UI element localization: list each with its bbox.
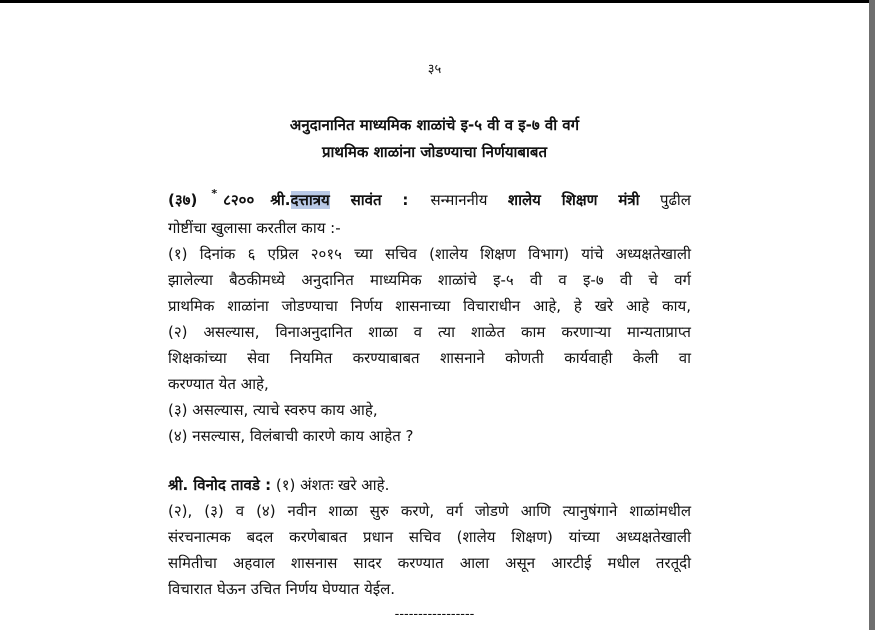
- question-part-line: झालेल्या बैठकीमध्ये अनुदानित माध्यमिक शाळांचे इ-५ वी व इ-७ वी चे वर्ग: [168, 271, 691, 289]
- answer-first-line: [168, 472, 691, 498]
- answer-line: विचारात घेऊन उचित निर्णय घेण्यात येईल.: [168, 580, 396, 598]
- answer-block: [168, 472, 691, 602]
- answer-first-line-text: (१) अंशतः खरे आहे.: [271, 476, 390, 494]
- asker-highlighted-text[interactable]: दत्तात्रय: [290, 191, 330, 209]
- intro-after: पुढील: [659, 191, 691, 209]
- question-part-line: (३) असल्यास, त्याचे स्वरुप काय आहे,: [168, 401, 378, 419]
- question-number: ८२००: [223, 191, 255, 209]
- section-divider: -----------------: [394, 607, 475, 622]
- question-header: [168, 187, 691, 449]
- asker-prefix: श्री.: [270, 191, 291, 209]
- question-part-line: (२) असल्यास, विनाअनुदानित शाळा व त्या शाळेत काम करणाऱ्या मान्यताप्राप्त: [168, 323, 691, 341]
- question-part-line: (१) दिनांक ६ एप्रिल २०१५ च्या सचिव (शालेय शिक्षण विभाग) यांचे अध्यक्षतेखाली: [168, 245, 691, 263]
- question-part-line: शिक्षकांच्या सेवा नियमित करण्याबाबत शासनाने कोणती कार्यवाही केली वा: [168, 349, 691, 367]
- document-page: [0, 3, 869, 630]
- asker-name: [270, 191, 408, 209]
- intro-before: सन्माननीय: [430, 191, 488, 209]
- title-line-2: प्राथमिक शाळांना जोडण्याचा निर्णयाबाबत: [322, 143, 547, 161]
- asker-suffix: सावंत :: [329, 191, 409, 209]
- question-part-line: करण्यात येत आहे,: [168, 375, 269, 393]
- question-part-line: (४) नसल्यास, विलंबाची कारणे काय आहेत ?: [168, 427, 414, 445]
- question-part-line: प्राथमिक शाळांना जोडण्याचा निर्णय शासनाच्या विचाराधीन आहे, हे खरे आहे काय,: [168, 297, 691, 315]
- starred-mark: *: [211, 187, 218, 200]
- answer-line: संरचनात्मक बदल करणेबाबत प्रधान सचिव (शालेय शिक्षण) यांच्या अध्यक्षतेखाली: [168, 528, 691, 546]
- question-serial: (३७): [168, 191, 198, 209]
- page-number: ३५: [427, 62, 442, 77]
- title-line-1: अनुदानानित माध्यमिक शाळांचे इ-५ वी व इ-७ वी वर्ग: [289, 116, 580, 134]
- scrollbar-edge[interactable]: [869, 0, 875, 630]
- minister-title: शालेय शिक्षण मंत्री: [507, 191, 640, 209]
- answer-line: समितीचा अहवाल शासनास सादर करण्यात आला असून आरटीई मधील तरतूदी: [168, 554, 691, 572]
- answer-line: (२), (३) व (४) नवीन शाळा सुरु करणे, वर्ग जोडणे आणि त्यानुषंगाने शाळांमधील: [168, 502, 691, 520]
- question-header-line-1: [168, 187, 691, 215]
- answer-respondent: श्री. विनोद तावडे :: [168, 476, 272, 494]
- question-header-line-2: गोष्टींचा खुलासा करतील काय :-: [168, 219, 341, 237]
